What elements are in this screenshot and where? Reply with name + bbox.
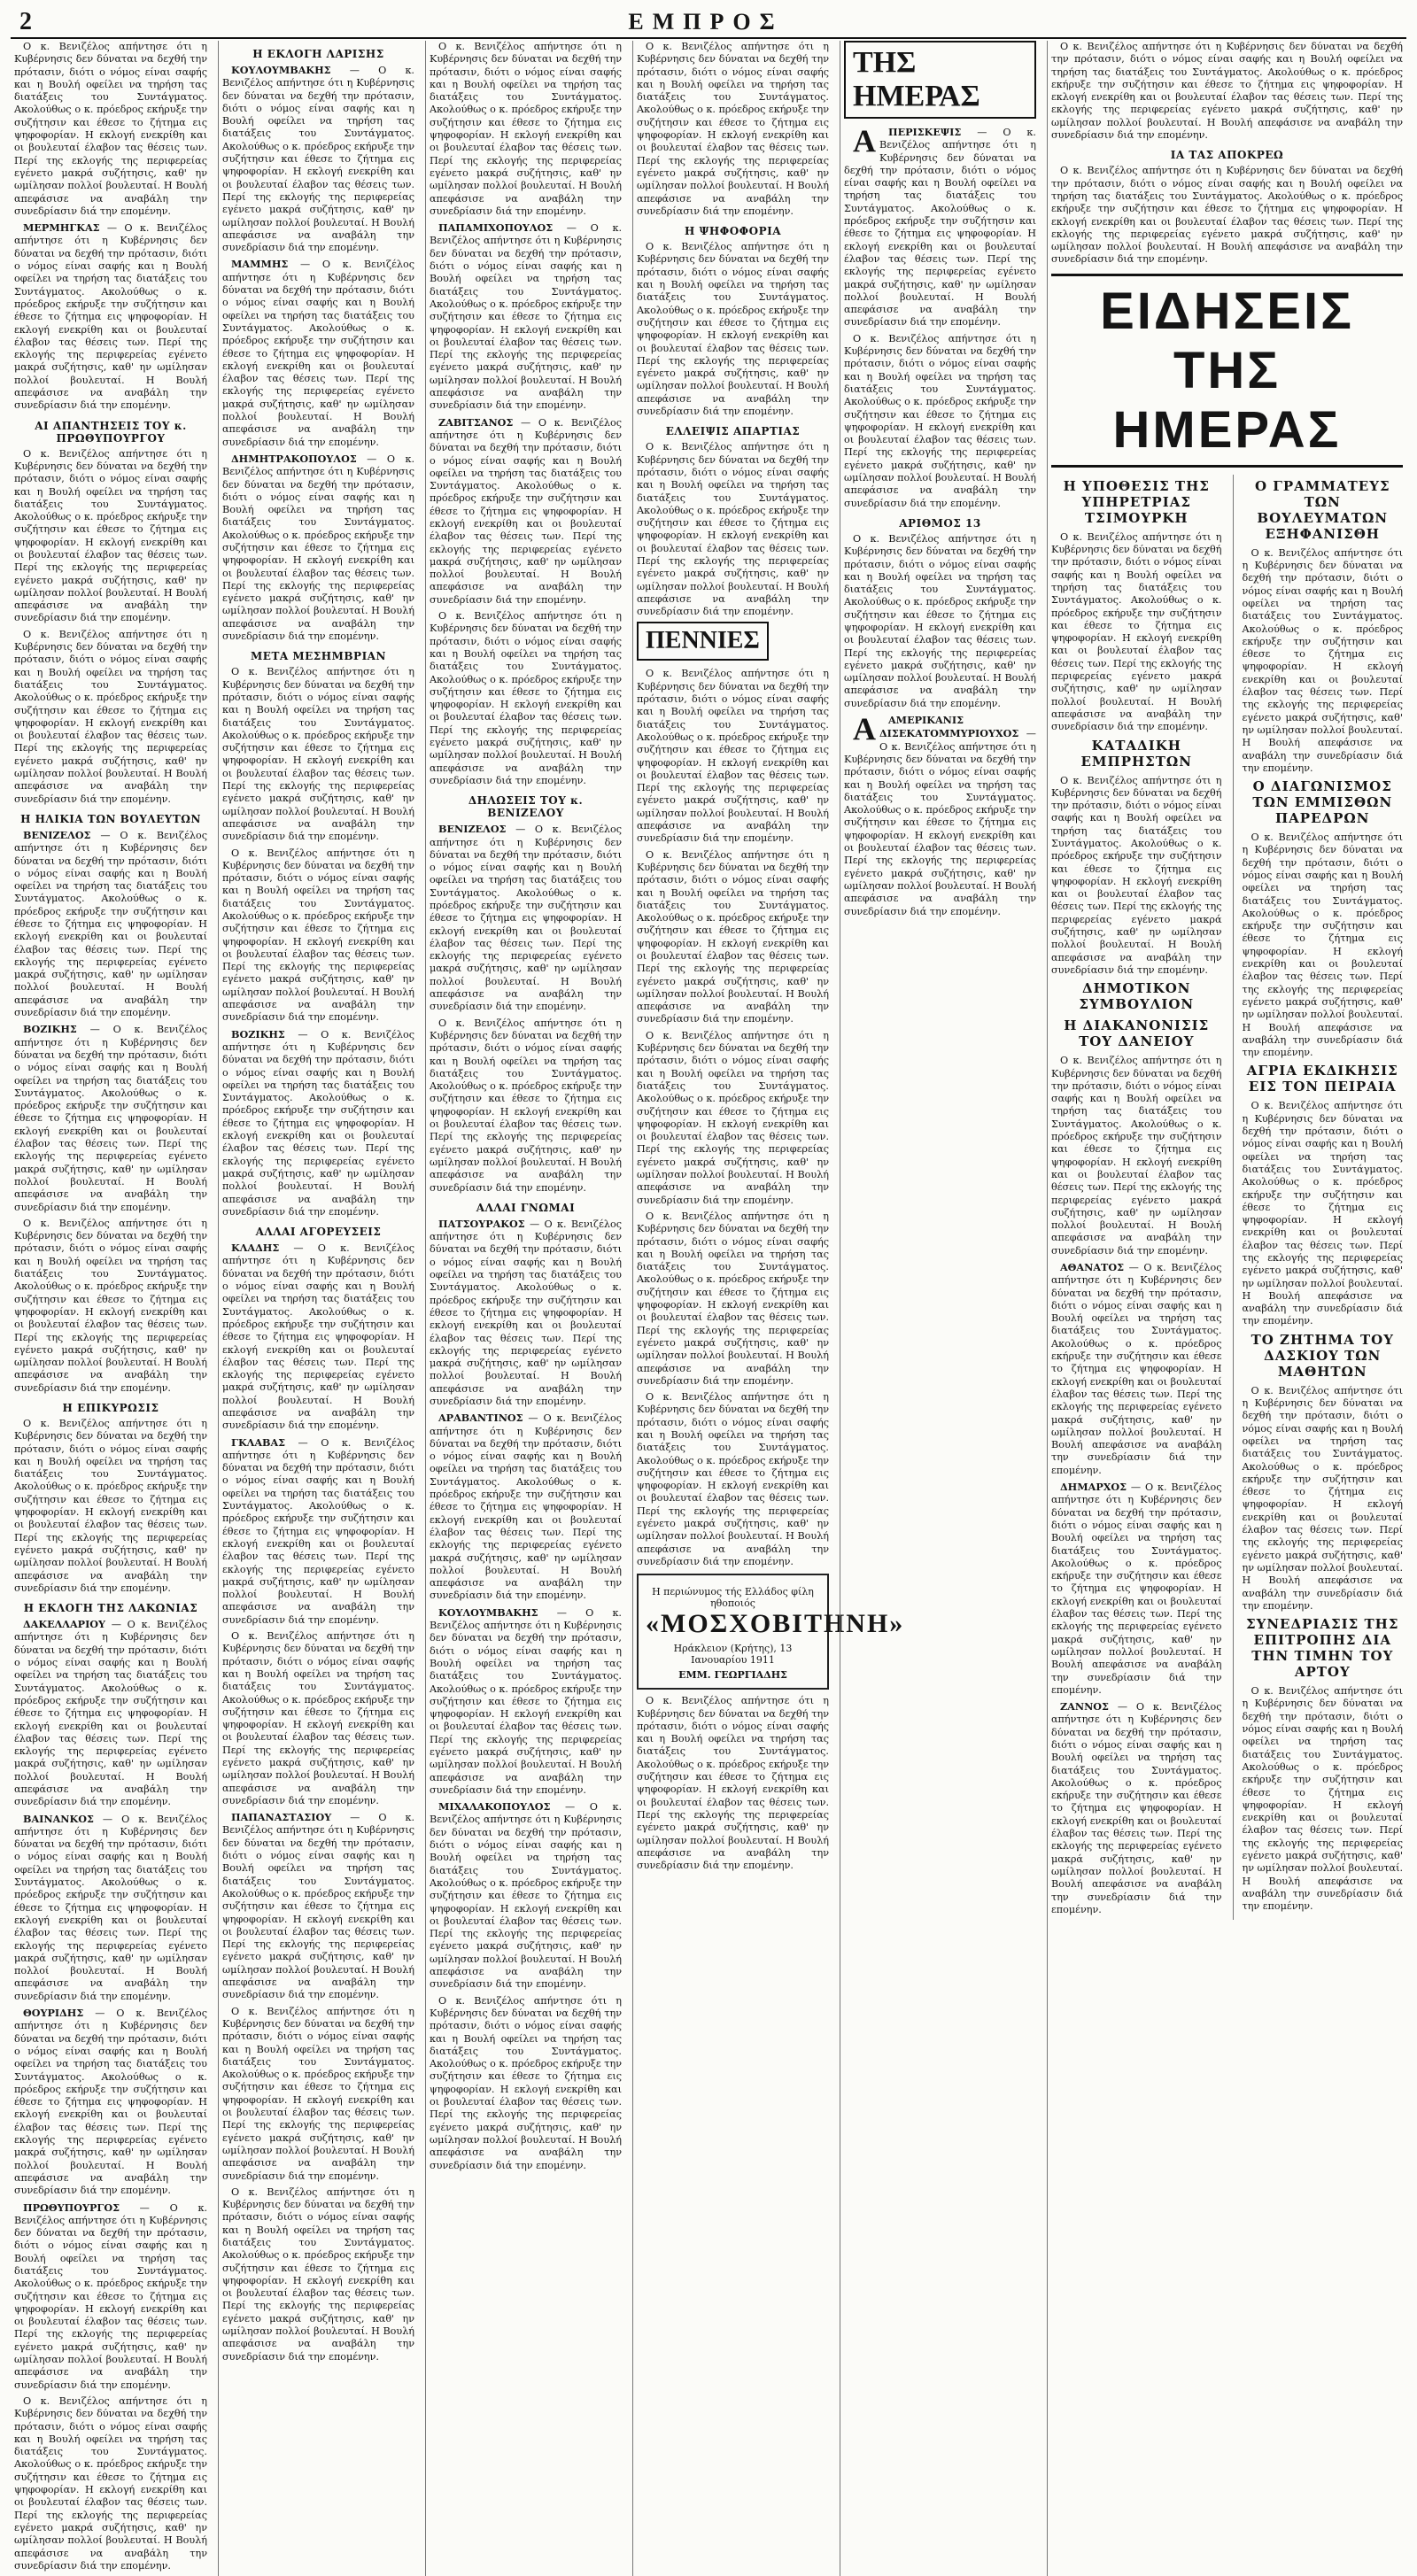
news-section [1047,41,1406,2576]
columns [11,41,1406,2572]
column-1 [11,41,211,2576]
speaker-paragraph: ΔΗΜΗΤΡΑΚΟΠΟΥΛΟΣ — Ο κ. Βενιζέλος απήντησε ότι η Κυβέρνησις δεν δύναται να δεχθή την πρότασιν, διότι ο νόμος είναι σαφής και η Βουλή οφείλει να τηρήση τας διατάξεις του Συντάγματος. Ακολούθως ο κ. πρόεδρος εκήρυξε την συζήτησιν και έθεσε το ζήτημα εις ψηφοφορίαν. Η εκλογή ενεκρίθη και οι βουλευταί έλαβον τας θέσεις των. Περί της εκλογής της περιφερείας εγένετο μακρά συζήτησις, καθ' ην ωμίλησαν πολλοί βουλευταί. Η Βουλή απεφάσισε να αναβάλη την συνεδρίασιν διά την επομένην. [222,452,414,643]
article-text: Ο κ. Βενιζέλος απήντησε ότι η Κυβέρνησις δεν δύναται να δεχθή την πρότασιν, διότι ο νόμος είναι σαφής και η Βουλή οφείλει να τηρήση τας διατάξεις του Συντάγματος. Ακολούθως ο κ. πρόεδρος εκήρυξε την συζήτησιν και έθεσε το ζήτημα εις ψηφοφορίαν. Η εκλογή ενεκρίθη και οι βουλευταί έλαβον τας θέσεις των. Περί της εκλογής της περιφερείας εγένετο μακρά συζήτησις, καθ' ην ωμίλησαν πολλοί βουλευταί. Η Βουλή απεφάσισε να αναβάλη την συνεδρίασιν διά την επομένην. [1051,530,1222,733]
section-heading: Η ΕΠΙΚΥΡΩΣΙΣ [62,1401,159,1414]
article-text: Ο κ. Βενιζέλος απήντησε ότι η Κυβέρνησις δεν δύναται να δεχθή την πρότασιν, διότι ο νόμος είναι σαφής και η Βουλή οφείλει να τηρήση τας διατάξεις του Συντάγματος. Ακολούθως ο κ. πρόεδρος εκήρυξε την συζήτησιν και έθεσε το ζήτημα εις ψηφοφορίαν. Η εκλογή ενεκρίθη και οι βουλευταί έλαβον τας θέσεις των. Περί της εκλογής της περιφερείας εγένετο μακρά συζήτησις, καθ' ην ωμίλησαν πολλοί βουλευταί. Η Βουλή απεφάσισε να αναβάλη την συνεδρίασιν διά την επομένην. [222,2005,414,2182]
speaker-paragraph: ΖΑΝΝΟΣ — Ο κ. Βενιζέλος απήντησε ότι η Κυβέρνησις δεν δύναται να δεχθή την πρότασιν, διότι ο νόμος είναι σαφής και η Βουλή οφείλει να τηρήση τας διατάξεις του Συντάγματος. Ακολούθως ο κ. πρόεδρος εκήρυξε την συζήτησιν και έθεσε το ζήτημα εις ψηφοφορίαν. Η εκλογή ενεκρίθη και οι βουλευταί έλαβον τας θέσεις των. Περί της εκλογής της περιφερείας εγένετο μακρά συζήτησις, καθ' ην ωμίλησαν πολλοί βουλευταί. Η Βουλή απεφάσισε να αναβάλη την συνεδρίασιν διά την επομένην. [1051,1700,1222,1915]
column-2 [218,41,418,2576]
column-5 [840,41,1040,2576]
article-text: Ο κ. Βενιζέλος απήντησε ότι η Κυβέρνησις δεν δύναται να δεχθή την πρότασιν, διότι ο νόμος είναι σαφής και η Βουλή οφείλει να τηρήση τας διατάξεις του Συντάγματος. Ακολούθως ο κ. πρόεδρος εκήρυξε την συζήτησιν και έθεσε το ζήτημα εις ψηφοφορίαν. Η εκλογή ενεκρίθη και οι βουλευταί έλαβον τας θέσεις των. Περί της εκλογής της περιφερείας εγένετο μακρά συζήτησις, καθ' ην ωμίλησαν πολλοί βουλευταί. Η Βουλή απεφάσισε να αναβάλη την συνεδρίασιν διά την επομένην. [430,1017,622,1194]
article-text: Ο κ. Βενιζέλος απήντησε ότι η Κυβέρνησις δεν δύναται να δεχθή την πρότασιν, διότι ο νόμος είναι σαφής και η Βουλή οφείλει να τηρήση τας διατάξεις του Συντάγματος. Ακολούθως ο κ. πρόεδρος εκήρυξε την συζήτησιν και έθεσε το ζήτημα εις ψηφοφορίαν. Η εκλογή ενεκρίθη και οι βουλευταί έλαβον τας θέσεις των. Περί της εκλογής της περιφερείας εγένετο μακρά συζήτησις, καθ' ην ωμίλησαν πολλοί βουλευταί. Η Βουλή απεφάσισε να αναβάλη την συνεδρίασιν διά την επομένην. [430,610,622,786]
column-3 [425,41,625,2576]
speaker-paragraph: ΜΑΜΜΗΣ — Ο κ. Βενιζέλος απήντησε ότι η Κυβέρνησις δεν δύναται να δεχθή την πρότασιν, διότι ο νόμος είναι σαφής και η Βουλή οφείλει να τηρήση τας διατάξεις του Συντάγματος. Ακολούθως ο κ. πρόεδρος εκήρυξε την συζήτησιν και έθεσε το ζήτημα εις ψηφοφορίαν. Η εκλογή ενεκρίθη και οι βουλευταί έλαβον τας θέσεις των. Περί της εκλογής της περιφερείας εγένετο μακρά συζήτησις, καθ' ην ωμίλησαν πολλοί βουλευταί. Η Βουλή απεφάσισε να αναβάλη την συνεδρίασιν διά την επομένην. [222,258,414,448]
article-text: Ο κ. Βενιζέλος απήντησε ότι η Κυβέρνησις δεν δύναται να δεχθή την πρότασιν, διότι ο νόμος είναι σαφής και η Βουλή οφείλει να τηρήση τας διατάξεις του Συντάγματος. Ακολούθως ο κ. πρόεδρος εκήρυξε την συζήτησιν και έθεσε το ζήτημα εις ψηφοφορίαν. Η εκλογή ενεκρίθη και οι βουλευταί έλαβον τας θέσεις των. Περί της εκλογής της περιφερείας εγένετο μακρά συζήτησις, καθ' ην ωμίλησαν πολλοί βουλευταί. Η Βουλή απεφάσισε να αναβάλη την συνεδρίασιν διά την επομένην. [430,41,622,217]
article-text: Ο κ. Βενιζέλος απήντησε ότι η Κυβέρνησις δεν δύναται να δεχθή την πρότασιν, διότι ο νόμος είναι σαφής και η Βουλή οφείλει να τηρήση τας διατάξεις του Συντάγματος. Ακολούθως ο κ. πρόεδρος εκήρυξε την συζήτησιν και έθεσε το ζήτημα εις ψηφοφορίαν. Η εκλογή ενεκρίθη και οι βουλευταί έλαβον τας θέσεις των. Περί της εκλογής της περιφερείας εγένετο μακρά συζήτησις, καθ' ην ωμίλησαν πολλοί βουλευταί. Η Βουλή απεφάσισε να αναβάλη την συνεδρίασιν διά την επομένην. [637,848,829,1025]
article-text: Α ΑΜΕΡΙΚΑΝΙΣ ΔΙΣΕΚΑΤΟΜΜΥΡΙΟΥΧΟΣ — Ο κ. Βενιζέλος απήντησε ότι η Κυβέρνησις δεν δύναται να δεχθή την πρότασιν, διότι ο νόμος είναι σαφής και η Βουλή οφείλει να τηρήση τας διατάξεις του Συντάγματος. Ακολούθως ο κ. πρόεδρος εκήρυξε την συζήτησιν και έθεσε το ζήτημα εις ψηφοφορίαν. Η εκλογή ενεκρίθη και οι βουλευταί έλαβον τας θέσεις των. Περί της εκλογής της περιφερείας εγένετο μακρά συζήτησις, καθ' ην ωμίλησαν πολλοί βουλευταί. Η Βουλή απεφάσισε να αναβάλη την συνεδρίασιν διά την επομένην. [844,711,1036,917]
article-text: Ο κ. Βενιζέλος απήντησε ότι η Κυβέρνησις δεν δύναται να δεχθή την πρότασιν, διότι ο νόμος είναι σαφής και η Βουλή οφείλει να τηρήση τας διατάξεις του Συντάγματος. Ακολούθως ο κ. πρόεδρος εκήρυξε την συζήτησιν και έθεσε το ζήτημα εις ψηφοφορίαν. Η εκλογή ενεκρίθη και οι βουλευταί έλαβον τας θέσεις των. Περί της εκλογής της περιφερείας εγένετο μακρά συζήτησις, καθ' ην ωμίλησαν πολλοί βουλευταί. Η Βουλή απεφάσισε να αναβάλη την συνεδρίασιν διά την επομένην. [1051,1055,1222,1257]
speaker-paragraph: ΘΟΥΡΙΔΗΣ — Ο κ. Βενιζέλος απήντησε ότι η Κυβέρνησις δεν δύναται να δεχθή την πρότασιν, διότι ο νόμος είναι σαφής και η Βουλή οφείλει να τηρήση τας διατάξεις του Συντάγματος. Ακολούθως ο κ. πρόεδρος εκήρυξε την συζήτησιν και έθεσε το ζήτημα εις ψηφοφορίαν. Η εκλογή ενεκρίθη και οι βουλευταί έλαβον τας θέσεις των. Περί της εκλογής της περιφερείας εγένετο μακρά συζήτησις, καθ' ην ωμίλησαν πολλοί βουλευταί. Η Βουλή απεφάσισε να αναβάλη την συνεδρίασιν διά την επομένην. [14,2007,207,2197]
ad-title: «ΜΟΣΧΟΒΙΤΗΝΗ» [646,1609,905,1639]
speaker-paragraph: ΚΟΥΛΟΥΜΒΑΚΗΣ — Ο κ. Βενιζέλος απήντησε ότι η Κυβέρνησις δεν δύναται να δεχθή την πρότασιν, διότι ο νόμος είναι σαφής και η Βουλή οφείλει να τηρήση τας διατάξεις του Συντάγματος. Ακολούθως ο κ. πρόεδρος εκήρυξε την συζήτησιν και έθεσε το ζήτημα εις ψηφοφορίαν. Η εκλογή ενεκρίθη και οι βουλευταί έλαβον τας θέσεις των. Περί της εκλογής της περιφερείας εγένετο μακρά συζήτησις, καθ' ην ωμίλησαν πολλοί βουλευταί. Η Βουλή απεφάσισε να αναβάλη την συνεδρίασιν διά την επομένην. [430,1605,622,1796]
speaker-paragraph: ΠΑΤΣΟΥΡΑΚΟΣ — Ο κ. Βενιζέλος απήντησε ότι η Κυβέρνησις δεν δύναται να δεχθή την πρότασιν, διότι ο νόμος είναι σαφής και η Βουλή οφείλει να τηρήση τας διατάξεις του Συντάγματος. Ακολούθως ο κ. πρόεδρος εκήρυξε την συζήτησιν και έθεσε το ζήτημα εις ψηφοφορίαν. Η εκλογή ενεκρίθη και οι βουλευταί έλαβον τας θέσεις των. Περί της εκλογής της περιφερείας εγένετο μακρά συζήτησις, καθ' ην ωμίλησαν πολλοί βουλευταί. Η Βουλή απεφάσισε να αναβάλη την συνεδρίασιν διά την επομένην. [430,1217,622,1407]
article-text: Ο κ. Βενιζέλος απήντησε ότι η Κυβέρνησις δεν δύναται να δεχθή την πρότασιν, διότι ο νόμος είναι σαφής και η Βουλή οφείλει να τηρήση τας διατάξεις του Συντάγματος. Ακολούθως ο κ. πρόεδρος εκήρυξε την συζήτησιν και έθεσε το ζήτημα εις ψηφοφορίαν. Η εκλογή ενεκρίθη και οι βουλευταί έλαβον τας θέσεις των. Περί της εκλογής της περιφερείας εγένετο μακρά συζήτησις, καθ' ην ωμίλησαν πολλοί βουλευταί. Η Βουλή απεφάσισε να αναβάλη την συνεδρίασιν διά την επομένην. [1051,165,1403,266]
speaker-paragraph: ΔΗΜΑΡΧΟΣ — Ο κ. Βενιζέλος απήντησε ότι η Κυβέρνησις δεν δύναται να δεχθή την πρότασιν, διότι ο νόμος είναι σαφής και η Βουλή οφείλει να τηρήση τας διατάξεις του Συντάγματος. Ακολούθως ο κ. πρόεδρος εκήρυξε την συζήτησιν και έθεσε το ζήτημα εις ψηφοφορίαν. Η εκλογή ενεκρίθη και οι βουλευταί έλαβον τας θέσεις των. Περί της εκλογής της περιφερείας εγένετο μακρά συζήτησις, καθ' ην ωμίλησαν πολλοί βουλευταί. Η Βουλή απεφάσισε να αναβάλη την συνεδρίασιν διά την επομένην. [1051,1481,1222,1696]
article-text: Ο κ. Βενιζέλος απήντησε ότι η Κυβέρνησις δεν δύναται να δεχθή την πρότασιν, διότι ο νόμος είναι σαφής και η Βουλή οφείλει να τηρήση τας διατάξεις του Συντάγματος. Ακολούθως ο κ. πρόεδρος εκήρυξε την συζήτησιν και έθεσε το ζήτημα εις ψηφοφορίαν. Η εκλογή ενεκρίθη και οι βουλευταί έλαβον τας θέσεις των. Περί της εκλογής της περιφερείας εγένετο μακρά συζήτησις, καθ' ην ωμίλησαν πολλοί βουλευταί. Η Βουλή απεφάσισε να αναβάλη την συνεδρίασιν διά την επομένην. [430,1994,622,2171]
speaker-name: ΜΕΡΜΗΓΚΑΣ [23,221,100,235]
page-number: 2 [19,8,32,35]
news-heading: Ο ΓΡΑΜΜΑΤΕΥΣ ΤΩΝ ΒΟΥΛΕΥΜΑΤΩΝ ΕΞΗΦΑΝΙΣΘΗ [1254,477,1390,542]
ad-signature: ΕΜΜ. ΓΕΩΡΓΙΑΔΗΣ [678,1669,787,1682]
section-heading: ΑΡΙΘΜΟΣ 13 [899,516,981,530]
news-subcolumns [1051,475,1403,1920]
speaker-paragraph: ΠΑΠΑΝΑΣΤΑΣΙΟΥ — Ο κ. Βενιζέλος απήντησε ότι η Κυβέρνησις δεν δύναται να δεχθή την πρότασιν, διότι ο νόμος είναι σαφής και η Βουλή οφείλει να τηρήση τας διατάξεις του Συντάγματος. Ακολούθως ο κ. πρόεδρος εκήρυξε την συζήτησιν και έθεσε το ζήτημα εις ψηφοφορίαν. Η εκλογή ενεκρίθη και οι βουλευταί έλαβον τας θέσεις των. Περί της εκλογής της περιφερείας εγένετο μακρά συζήτησις, καθ' ην ωμίλησαν πολλοί βουλευταί. Η Βουλή απεφάσισε να αναβάλη την συνεδρίασιν διά την επομένην. [222,1811,414,2001]
article-text: Ο κ. Βενιζέλος απήντησε ότι η Κυβέρνησις δεν δύναται να δεχθή την πρότασιν, διότι ο νόμος είναι σαφής και η Βουλή οφείλει να τηρήση τας διατάξεις του Συντάγματος. Ακολούθως ο κ. πρόεδρος εκήρυξε την συζήτησιν και έθεσε το ζήτημα εις ψηφοφορίαν. Η εκλογή ενεκρίθη και οι βουλευταί έλαβον τας θέσεις των. Περί της εκλογής της περιφερείας εγένετο μακρά συζήτησις, καθ' ην ωμίλησαν πολλοί βουλευταί. Η Βουλή απεφάσισε να αναβάλη την συνεδρίασιν διά την επομένην. [14,2394,207,2572]
article-text: Ο κ. Βενιζέλος απήντησε ότι η Κυβέρνησις δεν δύναται να δεχθή την πρότασιν, διότι ο νόμος είναι σαφής και η Βουλή οφείλει να τηρήση τας διατάξεις του Συντάγματος. Ακολούθως ο κ. πρόεδρος εκήρυξε την συζήτησιν και έθεσε το ζήτημα εις ψηφοφορίαν. Η εκλογή ενεκρίθη και οι βουλευταί έλαβον τας θέσεις των. Περί της εκλογής της περιφερείας εγένετο μακρά συζήτησις, καθ' ην ωμίλησαν πολλοί βουλευταί. Η Βουλή απεφάσισε να αναβάλη την συνεδρίασιν διά την επομένην. [637,241,829,418]
article-text: Ο κ. Βενιζέλος απήντησε ότι η Κυβέρνησις δεν δύναται να δεχθή την πρότασιν, διότι ο νόμος είναι σαφής και η Βουλή οφείλει να τηρήση τας διατάξεις του Συντάγματος. Ακολούθως ο κ. πρόεδρος εκήρυξε την συζήτησιν και έθεσε το ζήτημα εις ψηφοφορίαν. Η εκλογή ενεκρίθη και οι βουλευταί έλαβον τας θέσεις των. Περί της εκλογής της περιφερείας εγένετο μακρά συζήτησις, καθ' ην ωμίλησαν πολλοί βουλευταί. Η Βουλή απεφάσισε να αναβάλη την συνεδρίασιν διά την επομένην. [637,41,829,217]
news-right-column [1233,475,1404,1920]
article-text: Ο κ. Βενιζέλος απήντησε ότι η Κυβέρνησις δεν δύναται να δεχθή την πρότασιν, διότι ο νόμος είναι σαφής και η Βουλή οφείλει να τηρήση τας διατάξεις του Συντάγματος. Ακολούθως ο κ. πρόεδρος εκήρυξε την συζήτησιν και έθεσε το ζήτημα εις ψηφοφορίαν. Η εκλογή ενεκρίθη και οι βουλευταί έλαβον τας θέσεις των. Περί της εκλογής της περιφερείας εγένετο μακρά συζήτησις, καθ' ην ωμίλησαν πολλοί βουλευταί. Η Βουλή απεφάσισε να αναβάλη την συνεδρίασιν διά την επομένην. [14,628,207,805]
article-text: Ο κ. Βενιζέλος απήντησε ότι η Κυβέρνησις δεν δύναται να δεχθή την πρότασιν, διότι ο νόμος είναι σαφής και η Βουλή οφείλει να τηρήση τας διατάξεις του Συντάγματος. Ακολούθως ο κ. πρόεδρος εκήρυξε την συζήτησιν και έθεσε το ζήτημα εις ψηφοφορίαν. Η εκλογή ενεκρίθη και οι βουλευταί έλαβον τας θέσεις των. Περί της εκλογής της περιφερείας εγένετο μακρά συζήτησις, καθ' ην ωμίλησαν πολλοί βουλευταί. Η Βουλή απεφάσισε να αναβάλη την συνεδρίασιν διά την επομένην. [1242,832,1404,1059]
article-text: Ο κ. Βενιζέλος απήντησε ότι η Κυβέρνησις δεν δύναται να δεχθή την πρότασιν, διότι ο νόμος είναι σαφής και η Βουλή οφείλει να τηρήση τας διατάξεις του Συντάγματος. Ακολούθως ο κ. πρόεδρος εκήρυξε την συζήτησιν και έθεσε το ζήτημα εις ψηφοφορίαν. Η εκλογή ενεκρίθη και οι βουλευταί έλαβον τας θέσεις των. Περί της εκλογής της περιφερείας εγένετο μακρά συζήτησις, καθ' ην ωμίλησαν πολλοί βουλευταί. Η Βουλή απεφάσισε να αναβάλη την συνεδρίασιν διά την επομένην. [1242,546,1404,774]
article-text: Ο κ. Βενιζέλος απήντησε ότι η Κυβέρνησις δεν δύναται να δεχθή την πρότασιν, διότι ο νόμος είναι σαφής και η Βουλή οφείλει να τηρήση τας διατάξεις του Συντάγματος. Ακολούθως ο κ. πρόεδρος εκήρυξε την συζήτησιν και έθεσε το ζήτημα εις ψηφοφορίαν. Η εκλογή ενεκρίθη και οι βουλευταί έλαβον τας θέσεις των. Περί της εκλογής της περιφερείας εγένετο μακρά συζήτησις, καθ' ην ωμίλησαν πολλοί βουλευταί. Η Βουλή απεφάσισε να αναβάλη την συνεδρίασιν διά την επομένην. [14,447,207,624]
news-heading: ΚΑΤΑΔΙΚΗ ΕΜΠΡΗΣΤΩΝ [1080,737,1192,770]
section-heading: ΑΛΛΑΙ ΑΓΟΡΕΥΣΕΙΣ [255,1226,382,1239]
section-heading: Η ΨΗΦΟΦΟΡΙΑ [684,225,782,238]
article-text: Ο κ. Βενιζέλος απήντησε ότι η Κυβέρνησις δεν δύναται να δεχθή την πρότασιν, διότι ο νόμος είναι σαφής και η Βουλή οφείλει να τηρήση τας διατάξεις του Συντάγματος. Ακολούθως ο κ. πρόεδρος εκήρυξε την συζήτησιν και έθεσε το ζήτημα εις ψηφοφορίαν. Η εκλογή ενεκρίθη και οι βουλευταί έλαβον τας θέσεις των. Περί της εκλογής της περιφερείας εγένετο μακρά συζήτησις, καθ' ην ωμίλησαν πολλοί βουλευταί. Η Βουλή απεφάσισε να αναβάλη την συνεδρίασιν διά την επομένην. [1242,1100,1404,1327]
article-text: Ο κ. Βενιζέλος απήντησε ότι η Κυβέρνησις δεν δύναται να δεχθή την πρότασιν, διότι ο νόμος είναι σαφής και η Βουλή οφείλει να τηρήση τας διατάξεις του Συντάγματος. Ακολούθως ο κ. πρόεδρος εκήρυξε την συζήτησιν και έθεσε το ζήτημα εις ψηφοφορίαν. Η εκλογή ενεκρίθη και οι βουλευταί έλαβον τας θέσεις των. Περί της εκλογής της περιφερείας εγένετο μακρά συζήτησις, καθ' ην ωμίλησαν πολλοί βουλευταί. Η Βουλή απεφάσισε να αναβάλη την συνεδρίασιν διά την επομένην. [14,41,207,217]
news-left-column [1051,475,1222,1920]
speaker-paragraph: ΜΕΡΜΗΓΚΑΣ — Ο κ. Βενιζέλος απήντησε ότι η Κυβέρνησις δεν δύναται να δεχθή την πρότασιν, διότι ο νόμος είναι σαφής και η Βουλή οφείλει να τηρήση τας διατάξεις του Συντάγματος. Ακολούθως ο κ. πρόεδρος εκήρυξε την συζήτησιν και έθεσε το ζήτημα εις ψηφοφορίαν. Η εκλογή ενεκρίθη και οι βουλευταί έλαβον τας θέσεις των. Περί της εκλογής της περιφερείας εγένετο μακρά συζήτησις, καθ' ην ωμίλησαν πολλοί βουλευταί. Η Βουλή απεφάσισε να αναβάλη την συνεδρίασιν διά την επομένην. [14,221,207,412]
column-title: ΤΗΣ ΗΜΕΡΑΣ [844,41,1036,119]
news-heading: ΣΥΝΕΔΡΙΑΣΙΣ ΤΗΣ ΕΠΙΤΡΟΠΗΣ ΔΙΑ ΤΗΝ ΤΙΜΗΝ ΤΟΥ ΑΡΤΟΥ [1246,1616,1399,1681]
section-heading: Η ΕΚΛΟΓΗ ΤΗΣ ΛΑΚΩΝΙΑΣ [23,1602,198,1615]
speaker-paragraph: ΑΡΑΒΑΝΤΙΝΟΣ — Ο κ. Βενιζέλος απήντησε ότι η Κυβέρνησις δεν δύναται να δεχθή την πρότασιν, διότι ο νόμος είναι σαφής και η Βουλή οφείλει να τηρήση τας διατάξεις του Συντάγματος. Ακολούθως ο κ. πρόεδρος εκήρυξε την συζήτησιν και έθεσε το ζήτημα εις ψηφοφορίαν. Η εκλογή ενεκρίθη και οι βουλευταί έλαβον τας θέσεις των. Περί της εκλογής της περιφερείας εγένετο μακρά συζήτησις, καθ' ην ωμίλησαν πολλοί βουλευταί. Η Βουλή απεφάσισε να αναβάλη την συνεδρίασιν διά την επομένην. [430,1412,622,1602]
article-text: Ο κ. Βενιζέλος απήντησε ότι η Κυβέρνησις δεν δύναται να δεχθή την πρότασιν, διότι ο νόμος είναι σαφής και η Βουλή οφείλει να τηρήση τας διατάξεις του Συντάγματος. Ακολούθως ο κ. πρόεδρος εκήρυξε την συζήτησιν και έθεσε το ζήτημα εις ψηφοφορίαν. Η εκλογή ενεκρίθη και οι βουλευταί έλαβον τας θέσεις των. Περί της εκλογής της περιφερείας εγένετο μακρά συζήτησις, καθ' ην ωμίλησαν πολλοί βουλευταί. Η Βουλή απεφάσισε να αναβάλη την συνεδρίασιν διά την επομένην. [222,2185,414,2363]
article-text: Ο κ. Βενιζέλος απήντησε ότι η Κυβέρνησις δεν δύναται να δεχθή την πρότασιν, διότι ο νόμος είναι σαφής και η Βουλή οφείλει να τηρήση τας διατάξεις του Συντάγματος. Ακολούθως ο κ. πρόεδρος εκήρυξε την συζήτησιν και έθεσε το ζήτημα εις ψηφοφορίαν. Η εκλογή ενεκρίθη και οι βουλευταί έλαβον τας θέσεις των. Περί της εκλογής της περιφερείας εγένετο μακρά συζήτησις, καθ' ην ωμίλησαν πολλοί βουλευταί. Η Βουλή απεφάσισε να αναβάλη την συνεδρίασιν διά την επομένην. [222,1630,414,1806]
speaker-paragraph: ΜΙΧΑΛΑΚΟΠΟΥΛΟΣ — Ο κ. Βενιζέλος απήντησε ότι η Κυβέρνησις δεν δύναται να δεχθή την πρότασιν, διότι ο νόμος είναι σαφής και η Βουλή οφείλει να τηρήση τας διατάξεις του Συντάγματος. Ακολούθως ο κ. πρόεδρος εκήρυξε την συζήτησιν και έθεσε το ζήτημα εις ψηφοφορίαν. Η εκλογή ενεκρίθη και οι βουλευταί έλαβον τας θέσεις των. Περί της εκλογής της περιφερείας εγένετο μακρά συζήτησις, καθ' ην ωμίλησαν πολλοί βουλευταί. Η Βουλή απεφάσισε να αναβάλη την συνεδρίασιν διά την επομένην. [430,1800,622,1991]
article-text: Ο κ. Βενιζέλος απήντησε ότι η Κυβέρνησις δεν δύναται να δεχθή την πρότασιν, διότι ο νόμος είναι σαφής και η Βουλή οφείλει να τηρήση τας διατάξεις του Συντάγματος. Ακολούθως ο κ. πρόεδρος εκήρυξε την συζήτησιν και έθεσε το ζήτημα εις ψηφοφορίαν. Η εκλογή ενεκρίθη και οι βουλευταί έλαβον τας θέσεις των. Περί της εκλογής της περιφερείας εγένετο μακρά συζήτησις, καθ' ην ωμίλησαν πολλοί βουλευταί. Η Βουλή απεφάσισε να αναβάλη την συνεδρίασιν διά την επομένην. [222,847,414,1024]
speaker-paragraph: ΒΕΝΙΖΕΛΟΣ — Ο κ. Βενιζέλος απήντησε ότι η Κυβέρνησις δεν δύναται να δεχθή την πρότασιν, διότι ο νόμος είναι σαφής και η Βουλή οφείλει να τηρήση τας διατάξεις του Συντάγματος. Ακολούθως ο κ. πρόεδρος εκήρυξε την συζήτησιν και έθεσε το ζήτημα εις ψηφοφορίαν. Η εκλογή ενεκρίθη και οι βουλευταί έλαβον τας θέσεις των. Περί της εκλογής της περιφερείας εγένετο μακρά συζήτησις, καθ' ην ωμίλησαν πολλοί βουλευταί. Η Βουλή απεφάσισε να αναβάλη την συνεδρίασιν διά την επομένην. [14,828,207,1019]
section-heading: Η ΗΛΙΚΙΑ ΤΩΝ ΒΟΥΛΕΥΤΩΝ [20,812,201,825]
news-heading: ΔΗΜΟΤΙΚΟΝ ΣΥΜΒΟΥΛΙΟΝ [1079,980,1195,1013]
article-text: Ο κ. Βενιζέλος απήντησε ότι η Κυβέρνησις δεν δύναται να δεχθή την πρότασιν, διότι ο νόμος είναι σαφής και η Βουλή οφείλει να τηρήση τας διατάξεις του Συντάγματος. Ακολούθως ο κ. πρόεδρος εκήρυξε την συζήτησιν και έθεσε το ζήτημα εις ψηφοφορίαν. Η εκλογή ενεκρίθη και οι βουλευταί έλαβον τας θέσεις των. Περί της εκλογής της περιφερείας εγένετο μακρά συζήτησις, καθ' ην ωμίλησαν πολλοί βουλευταί. Η Βουλή απεφάσισε να αναβάλη την συνεδρίασιν διά την επομένην. [637,1695,829,1872]
article-text: Ο κ. Βενιζέλος απήντησε ότι η Κυβέρνησις δεν δύναται να δεχθή την πρότασιν, διότι ο νόμος είναι σαφής και η Βουλή οφείλει να τηρήση τας διατάξεις του Συντάγματος. Ακολούθως ο κ. πρόεδρος εκήρυξε την συζήτησιν και έθεσε το ζήτημα εις ψηφοφορίαν. Η εκλογή ενεκρίθη και οι βουλευταί έλαβον τας θέσεις των. Περί της εκλογής της περιφερείας εγένετο μακρά συζήτησις, καθ' ην ωμίλησαν πολλοί βουλευταί. Η Βουλή απεφάσισε να αναβάλη την συνεδρίασιν διά την επομένην. [844,532,1036,709]
article-text: Ο κ. Βενιζέλος απήντησε ότι η Κυβέρνησις δεν δύναται να δεχθή την πρότασιν, διότι ο νόμος είναι σαφής και η Βουλή οφείλει να τηρήση τας διατάξεις του Συντάγματος. Ακολούθως ο κ. πρόεδρος εκήρυξε την συζήτησιν και έθεσε το ζήτημα εις ψηφοφορίαν. Η εκλογή ενεκρίθη και οι βουλευταί έλαβον τας θέσεις των. Περί της εκλογής της περιφερείας εγένετο μακρά συζήτησις, καθ' ην ωμίλησαν πολλοί βουλευταί. Η Βουλή απεφάσισε να αναβάλη την συνεδρίασιν διά την επομένην. [637,441,829,618]
section-heading: ΕΛΛΕΙΨΙΣ ΑΠΑΡΤΙΑΣ [665,425,801,438]
ad-line: Η περιώνυμος τής Ελλάδος φίλη ηθοποιός [652,1586,814,1610]
speaker-paragraph: ΚΟΥΛΟΥΜΒΑΚΗΣ — Ο κ. Βενιζέλος απήντησε ότι η Κυβέρνησις δεν δύναται να δεχθή την πρότασιν, διότι ο νόμος είναι σαφής και η Βουλή οφείλει να τηρήση τας διατάξεις του Συντάγματος. Ακολούθως ο κ. πρόεδρος εκήρυξε την συζήτησιν και έθεσε το ζήτημα εις ψηφοφορίαν. Η εκλογή ενεκρίθη και οι βουλευταί έλαβον τας θέσεις των. Περί της εκλογής της περιφερείας εγένετο μακρά συζήτησις, καθ' ην ωμίλησαν πολλοί βουλευταί. Η Βουλή απεφάσισε να αναβάλη την συνεδρίασιν διά την επομένην. [222,64,414,254]
article-text: Ο κ. Βενιζέλος απήντησε ότι η Κυβέρνησις δεν δύναται να δεχθή την πρότασιν, διότι ο νόμος είναι σαφής και η Βουλή οφείλει να τηρήση τας διατάξεις του Συντάγματος. Ακολούθως ο κ. πρόεδρος εκήρυξε την συζήτησιν και έθεσε το ζήτημα εις ψηφοφορίαν. Η εκλογή ενεκρίθη και οι βουλευταί έλαβον τας θέσεις των. Περί της εκλογής της περιφερείας εγένετο μακρά συζήτησις, καθ' ην ωμίλησαν πολλοί βουλευταί. Η Βουλή απεφάσισε να αναβάλη την συνεδρίασιν διά την επομένην. [637,668,829,845]
section-heading: ΔΗΛΩΣΕΙΣ ΤΟΥ κ. ΒΕΝΙΖΕΛΟΥ [468,794,584,820]
paper-name: ΕΜΠΡΟΣ [628,9,784,35]
speaker-paragraph: ΓΚΛΑΒΑΣ — Ο κ. Βενιζέλος απήντησε ότι η Κυβέρνησις δεν δύναται να δεχθή την πρότασιν, διότι ο νόμος είναι σαφής και η Βουλή οφείλει να τηρήση τας διατάξεις του Συντάγματος. Ακολούθως ο κ. πρόεδρος εκήρυξε την συζήτησιν και έθεσε το ζήτημα εις ψηφοφορίαν. Η εκλογή ενεκρίθη και οι βουλευταί έλαβον τας θέσεις των. Περί της εκλογής της περιφερείας εγένετο μακρά συζήτησις, καθ' ην ωμίλησαν πολλοί βουλευταί. Η Βουλή απεφάσισε να αναβάλη την συνεδρίασιν διά την επομένην. [222,1435,414,1626]
article-text: Ο κ. Βενιζέλος απήντησε ότι η Κυβέρνησις δεν δύναται να δεχθή την πρότασιν, διότι ο νόμος είναι σαφής και η Βουλή οφείλει να τηρήση τας διατάξεις του Συντάγματος. Ακολούθως ο κ. πρόεδρος εκήρυξε την συζήτησιν και έθεσε το ζήτημα εις ψηφοφορίαν. Η εκλογή ενεκρίθη και οι βουλευταί έλαβον τας θέσεις των. Περί της εκλογής της περιφερείας εγένετο μακρά συζήτησις, καθ' ην ωμίλησαν πολλοί βουλευταί. Η Βουλή απεφάσισε να αναβάλη την συνεδρίασιν διά την επομένην. [637,1029,829,1206]
news-heading: Η ΔΙΑΚΑΝΟΝΙΣΙΣ ΤΟΥ ΔΑΝΕΙΟΥ [1064,1017,1210,1050]
section-heading: ΑΙ ΑΠΑΝΤΗΣΕΙΣ ΤΟΥ κ. ΠΡΩΘΥΠΟΥΡΓΟΥ [35,419,187,445]
speaker-paragraph: ΒΟΖΙΚΗΣ — Ο κ. Βενιζέλος απήντησε ότι η Κυβέρνησις δεν δύναται να δεχθή την πρότασιν, διότι ο νόμος είναι σαφής και η Βουλή οφείλει να τηρήση τας διατάξεις του Συντάγματος. Ακολούθως ο κ. πρόεδρος εκήρυξε την συζήτησιν και έθεσε το ζήτημα εις ψηφοφορίαν. Η εκλογή ενεκρίθη και οι βουλευταί έλαβον τας θέσεις των. Περί της εκλογής της περιφερείας εγένετο μακρά συζήτησις, καθ' ην ωμίλησαν πολλοί βουλευταί. Η Βουλή απεφάσισε να αναβάλη την συνεδρίασιν διά την επομένην. [222,1027,414,1218]
section-heading: ΙΑ ΤΑΣ ΑΠΟΚΡΕΩ [1170,149,1284,162]
advertisement [637,1574,905,1690]
article-text: Α ΠΕΡΙΣΚΕΨΙΣ — Ο κ. Βενιζέλος απήντησε ότι η Κυβέρνησις δεν δύναται να δεχθή την πρότασιν, διότι ο νόμος είναι σαφής και η Βουλή οφείλει να τηρήση τας διατάξεις του Συντάγματος. Ακολούθως ο κ. πρόεδρος εκήρυξε την συζήτησιν και έθεσε το ζήτημα εις ψηφοφορίαν. Η εκλογή ενεκρίθη και οι βουλευταί έλαβον τας θέσεις των. Περί της εκλογής της περιφερείας εγένετο μακρά συζήτησις, καθ' ην ωμίλησαν πολλοί βουλευταί. Η Βουλή απεφάσισε να αναβάλη την συνεδρίασιν διά την επομένην. [844,123,1036,329]
speaker-paragraph: ΖΑΒΙΤΣΑΝΟΣ — Ο κ. Βενιζέλος απήντησε ότι η Κυβέρνησις δεν δύναται να δεχθή την πρότασιν, διότι ο νόμος είναι σαφής και η Βουλή οφείλει να τηρήση τας διατάξεις του Συντάγματος. Ακολούθως ο κ. πρόεδρος εκήρυξε την συζήτησιν και έθεσε το ζήτημα εις ψηφοφορίαν. Η εκλογή ενεκρίθη και οι βουλευταί έλαβον τας θέσεις των. Περί της εκλογής της περιφερείας εγένετο μακρά συζήτησις, καθ' ην ωμίλησαν πολλοί βουλευταί. Η Βουλή απεφάσισε να αναβάλη την συνεδρίασιν διά την επομένην. [430,415,622,606]
news-banner: ΕΙΔΗΣΕΙΣ ΤΗΣ ΗΜΕΡΑΣ [1051,274,1403,468]
section-heading: ΑΛΛΑΙ ΓΝΩΜΑΙ [476,1201,576,1214]
article-text: Ο κ. Βενιζέλος απήντησε ότι η Κυβέρνησις δεν δύναται να δεχθή την πρότασιν, διότι ο νόμος είναι σαφής και η Βουλή οφείλει να τηρήση τας διατάξεις του Συντάγματος. Ακολούθως ο κ. πρόεδρος εκήρυξε την συζήτησιν και έθεσε το ζήτημα εις ψηφοφορίαν. Η εκλογή ενεκρίθη και οι βουλευταί έλαβον τας θέσεις των. Περί της εκλογής της περιφερείας εγένετο μακρά συζήτησις, καθ' ην ωμίλησαν πολλοί βουλευταί. Η Βουλή απεφάσισε να αναβάλη την συνεδρίασιν διά την επομένην. [1242,1384,1404,1612]
speaker-paragraph: ΑΘΑΝΑΤΟΣ — Ο κ. Βενιζέλος απήντησε ότι η Κυβέρνησις δεν δύναται να δεχθή την πρότασιν, διότι ο νόμος είναι σαφής και η Βουλή οφείλει να τηρήση τας διατάξεις του Συντάγματος. Ακολούθως ο κ. πρόεδρος εκήρυξε την συζήτησιν και έθεσε το ζήτημα εις ψηφοφορίαν. Η εκλογή ενεκρίθη και οι βουλευταί έλαβον τας θέσεις των. Περί της εκλογής της περιφερείας εγένετο μακρά συζήτησις, καθ' ην ωμίλησαν πολλοί βουλευταί. Η Βουλή απεφάσισε να αναβάλη την συνεδρίασιν διά την επομένην. [1051,1261,1222,1476]
news-heading: ΤΟ ΖΗΤΗΜΑ ΤΟΥ ΔΑΣΚΙΟΥ ΤΩΝ ΜΑΘΗΤΩΝ [1251,1331,1394,1380]
news-heading: ΑΓΡΙΑ ΕΚΔΙΚΗΣΙΣ ΕΙΣ ΤΟΝ ΠΕΙΡΑΙΑ [1246,1063,1398,1095]
speaker-paragraph: ΒΑΙΝΑΝΚΟΣ — Ο κ. Βενιζέλος απήντησε ότι η Κυβέρνησις δεν δύναται να δεχθή την πρότασιν, διότι ο νόμος είναι σαφής και η Βουλή οφείλει να τηρήση τας διατάξεις του Συντάγματος. Ακολούθως ο κ. πρόεδρος εκήρυξε την συζήτησιν και έθεσε το ζήτημα εις ψηφοφορίαν. Η εκλογή ενεκρίθη και οι βουλευταί έλαβον τας θέσεις των. Περί της εκλογής της περιφερείας εγένετο μακρά συζήτησις, καθ' ην ωμίλησαν πολλοί βουλευταί. Η Βουλή απεφάσισε να αναβάλη την συνεδρίασιν διά την επομένην. [14,1812,207,2002]
section-heading: ΜΕΤΑ ΜΕΣΗΜΒΡΙΑΝ [251,650,386,663]
pennies-heading: ΠΕΝΝΙΕΣ [637,622,769,661]
speaker-paragraph: ΒΕΝΙΖΕΛΟΣ — Ο κ. Βενιζέλος απήντησε ότι η Κυβέρνησις δεν δύναται να δεχθή την πρότασιν, διότι ο νόμος είναι σαφής και η Βουλή οφείλει να τηρήση τας διατάξεις του Συντάγματος. Ακολούθως ο κ. πρόεδρος εκήρυξε την συζήτησιν και έθεσε το ζήτημα εις ψηφοφορίαν. Η εκλογή ενεκρίθη και οι βουλευταί έλαβον τας θέσεις των. Περί της εκλογής της περιφερείας εγένετο μακρά συζήτησις, καθ' ην ωμίλησαν πολλοί βουλευταί. Η Βουλή απεφάσισε να αναβάλη την συνεδρίασιν διά την επομένην. [430,823,622,1013]
article-text: Ο κ. Βενιζέλος απήντησε ότι η Κυβέρνησις δεν δύναται να δεχθή την πρότασιν, διότι ο νόμος είναι σαφής και η Βουλή οφείλει να τηρήση τας διατάξεις του Συντάγματος. Ακολούθως ο κ. πρόεδρος εκήρυξε την συζήτησιν και έθεσε το ζήτημα εις ψηφοφορίαν. Η εκλογή ενεκρίθη και οι βουλευταί έλαβον τας θέσεις των. Περί της εκλογής της περιφερείας εγένετο μακρά συζήτησις, καθ' ην ωμίλησαν πολλοί βουλευταί. Η Βουλή απεφάσισε να αναβάλη την συνεδρίασιν διά την επομένην. [14,1217,207,1394]
article-text: Ο κ. Βενιζέλος απήντησε ότι η Κυβέρνησις δεν δύναται να δεχθή την πρότασιν, διότι ο νόμος είναι σαφής και η Βουλή οφείλει να τηρήση τας διατάξεις του Συντάγματος. Ακολούθως ο κ. πρόεδρος εκήρυξε την συζήτησιν και έθεσε το ζήτημα εις ψηφοφορίαν. Η εκλογή ενεκρίθη και οι βουλευταί έλαβον τας θέσεις των. Περί της εκλογής της περιφερείας εγένετο μακρά συζήτησις, καθ' ην ωμίλησαν πολλοί βουλευταί. Η Βουλή απεφάσισε να αναβάλη την συνεδρίασιν διά την επομένην. [637,1391,829,1567]
speaker-paragraph: ΔΑΚΕΛΛΑΡΙΟΥ — Ο κ. Βενιζέλος απήντησε ότι η Κυβέρνησις δεν δύναται να δεχθή την πρότασιν, διότι ο νόμος είναι σαφής και η Βουλή οφείλει να τηρήση τας διατάξεις του Συντάγματος. Ακολούθως ο κ. πρόεδρος εκήρυξε την συζήτησιν και έθεσε το ζήτημα εις ψηφοφορίαν. Η εκλογή ενεκρίθη και οι βουλευταί έλαβον τας θέσεις των. Περί της εκλογής της περιφερείας εγένετο μακρά συζήτησις, καθ' ην ωμίλησαν πολλοί βουλευταί. Η Βουλή απεφάσισε να αναβάλη την συνεδρίασιν διά την επομένην. [14,1618,207,1808]
section-heading: Η ΕΚΛΟΓΗ ΛΑΡΙΣΗΣ [252,48,384,60]
article-text: Ο κ. Βενιζέλος απήντησε ότι η Κυβέρνησις δεν δύναται να δεχθή την πρότασιν, διότι ο νόμος είναι σαφής και η Βουλή οφείλει να τηρήση τας διατάξεις του Συντάγματος. Ακολούθως ο κ. πρόεδρος εκήρυξε την συζήτησιν και έθεσε το ζήτημα εις ψηφοφορίαν. Η εκλογή ενεκρίθη και οι βουλευταί έλαβον τας θέσεις των. Περί της εκλογής της περιφερείας εγένετο μακρά συζήτησις, καθ' ην ωμίλησαν πολλοί βουλευταί. Η Βουλή απεφάσισε να αναβάλη την συνεδρίασιν διά την επομένην. [1242,1685,1404,1913]
article-text: Ο κ. Βενιζέλος απήντησε ότι η Κυβέρνησις δεν δύναται να δεχθή την πρότασιν, διότι ο νόμος είναι σαφής και η Βουλή οφείλει να τηρήση τας διατάξεις του Συντάγματος. Ακολούθως ο κ. πρόεδρος εκήρυξε την συζήτησιν και έθεσε το ζήτημα εις ψηφοφορίαν. Η εκλογή ενεκρίθη και οι βουλευταί έλαβον τας θέσεις των. Περί της εκλογής της περιφερείας εγένετο μακρά συζήτησις, καθ' ην ωμίλησαν πολλοί βουλευταί. Η Βουλή απεφάσισε να αναβάλη την συνεδρίασιν διά την επομένην. [1051,41,1403,142]
article-text: Ο κ. Βενιζέλος απήντησε ότι η Κυβέρνησις δεν δύναται να δεχθή την πρότασιν, διότι ο νόμος είναι σαφής και η Βουλή οφείλει να τηρήση τας διατάξεις του Συντάγματος. Ακολούθως ο κ. πρόεδρος εκήρυξε την συζήτησιν και έθεσε το ζήτημα εις ψηφοφορίαν. Η εκλογή ενεκρίθη και οι βουλευταί έλαβον τας θέσεις των. Περί της εκλογής της περιφερείας εγένετο μακρά συζήτησις, καθ' ην ωμίλησαν πολλοί βουλευταί. Η Βουλή απεφάσισε να αναβάλη την συνεδρίασιν διά την επομένην. [1051,774,1222,976]
news-heading: Η ΥΠΟΘΕΣΙΣ ΤΗΣ ΥΠΗΡΕΤΡΙΑΣ ΤΣΙΜΟΥΡΚΗ [1063,477,1210,526]
article-text: Ο κ. Βενιζέλος απήντησε ότι η Κυβέρνησις δεν δύναται να δεχθή την πρότασιν, διότι ο νόμος είναι σαφής και η Βουλή οφείλει να τηρήση τας διατάξεις του Συντάγματος. Ακολούθως ο κ. πρόεδρος εκήρυξε την συζήτησιν και έθεσε το ζήτημα εις ψηφοφορίαν. Η εκλογή ενεκρίθη και οι βουλευταί έλαβον τας θέσεις των. Περί της εκλογής της περιφερείας εγένετο μακρά συζήτησις, καθ' ην ωμίλησαν πολλοί βουλευταί. Η Βουλή απεφάσισε να αναβάλη την συνεδρίασιν διά την επομένην. [844,332,1036,509]
column-4 [632,41,905,2576]
news-heading: Ο ΔΙΑΓΩΝΙΣΜΟΣ ΤΩΝ ΕΜΜΙΣΘΩΝ ΠΑΡΕΔΡΩΝ [1252,778,1393,827]
speaker-paragraph: ΒΟΖΙΚΗΣ — Ο κ. Βενιζέλος απήντησε ότι η Κυβέρνησις δεν δύναται να δεχθή την πρότασιν, διότι ο νόμος είναι σαφής και η Βουλή οφείλει να τηρήση τας διατάξεις του Συντάγματος. Ακολούθως ο κ. πρόεδρος εκήρυξε την συζήτησιν και έθεσε το ζήτημα εις ψηφοφορίαν. Η εκλογή ενεκρίθη και οι βουλευταί έλαβον τας θέσεις των. Περί της εκλογής της περιφερείας εγένετο μακρά συζήτησις, καθ' ην ωμίλησαν πολλοί βουλευταί. Η Βουλή απεφάσισε να αναβάλη την συνεδρίασιν διά την επομένην. [14,1023,207,1213]
speaker-paragraph: ΠΑΠΑΜΙΧΟΠΟΥΛΟΣ — Ο κ. Βενιζέλος απήντησε ότι η Κυβέρνησις δεν δύναται να δεχθή την πρότασιν, διότι ο νόμος είναι σαφής και η Βουλή οφείλει να τηρήση τας διατάξεις του Συντάγματος. Ακολούθως ο κ. πρόεδρος εκήρυξε την συζήτησιν και έθεσε το ζήτημα εις ψηφοφορίαν. Η εκλογή ενεκρίθη και οι βουλευταί έλαβον τας θέσεις των. Περί της εκλογής της περιφερείας εγένετο μακρά συζήτησις, καθ' ην ωμίλησαν πολλοί βουλευταί. Η Βουλή απεφάσισε να αναβάλη την συνεδρίασιν διά την επομένην. [430,221,622,412]
speaker-paragraph: ΚΛΑΔΗΣ — Ο κ. Βενιζέλος απήντησε ότι η Κυβέρνησις δεν δύναται να δεχθή την πρότασιν, διότι ο νόμος είναι σαφής και η Βουλή οφείλει να τηρήση τας διατάξεις του Συντάγματος. Ακολούθως ο κ. πρόεδρος εκήρυξε την συζήτησιν και έθεσε το ζήτημα εις ψηφοφορίαν. Η εκλογή ενεκρίθη και οι βουλευταί έλαβον τας θέσεις των. Περί της εκλογής της περιφερείας εγένετο μακρά συζήτησις, καθ' ην ωμίλησαν πολλοί βουλευταί. Η Βουλή απεφάσισε να αναβάλη την συνεδρίασιν διά την επομένην. [222,1242,414,1432]
article-text: Ο κ. Βενιζέλος απήντησε ότι η Κυβέρνησις δεν δύναται να δεχθή την πρότασιν, διότι ο νόμος είναι σαφής και η Βουλή οφείλει να τηρήση τας διατάξεις του Συντάγματος. Ακολούθως ο κ. πρόεδρος εκήρυξε την συζήτησιν και έθεσε το ζήτημα εις ψηφοφορίαν. Η εκλογή ενεκρίθη και οι βουλευταί έλαβον τας θέσεις των. Περί της εκλογής της περιφερείας εγένετο μακρά συζήτησις, καθ' ην ωμίλησαν πολλοί βουλευταί. Η Βουλή απεφάσισε να αναβάλη την συνεδρίασιν διά την επομένην. [222,666,414,843]
masthead [11,7,1406,39]
speaker-paragraph: ΠΡΩΘΥΠΟΥΡΓΟΣ — Ο κ. Βενιζέλος απήντησε ότι η Κυβέρνησις δεν δύναται να δεχθή την πρότασιν, διότι ο νόμος είναι σαφής και η Βουλή οφείλει να τηρήση τας διατάξεις του Συντάγματος. Ακολούθως ο κ. πρόεδρος εκήρυξε την συζήτησιν και έθεσε το ζήτημα εις ψηφοφορίαν. Η εκλογή ενεκρίθη και οι βουλευταί έλαβον τας θέσεις των. Περί της εκλογής της περιφερείας εγένετο μακρά συζήτησις, καθ' ην ωμίλησαν πολλοί βουλευταί. Η Βουλή απεφάσισε να αναβάλη την συνεδρίασιν διά την επομένην. [14,2201,207,2391]
article-text: Ο κ. Βενιζέλος απήντησε ότι η Κυβέρνησις δεν δύναται να δεχθή την πρότασιν, διότι ο νόμος είναι σαφής και η Βουλή οφείλει να τηρήση τας διατάξεις του Συντάγματος. Ακολούθως ο κ. πρόεδρος εκήρυξε την συζήτησιν και έθεσε το ζήτημα εις ψηφοφορίαν. Η εκλογή ενεκρίθη και οι βουλευταί έλαβον τας θέσεις των. Περί της εκλογής της περιφερείας εγένετο μακρά συζήτησις, καθ' ην ωμίλησαν πολλοί βουλευταί. Η Βουλή απεφάσισε να αναβάλη την συνεδρίασιν διά την επομένην. [637,1210,829,1387]
article-text: Ο κ. Βενιζέλος απήντησε ότι η Κυβέρνησις δεν δύναται να δεχθή την πρότασιν, διότι ο νόμος είναι σαφής και η Βουλή οφείλει να τηρήση τας διατάξεις του Συντάγματος. Ακολούθως ο κ. πρόεδρος εκήρυξε την συζήτησιν και έθεσε το ζήτημα εις ψηφοφορίαν. Η εκλογή ενεκρίθη και οι βουλευταί έλαβον τας θέσεις των. Περί της εκλογής της περιφερείας εγένετο μακρά συζήτησις, καθ' ην ωμίλησαν πολλοί βουλευταί. Η Βουλή απεφάσισε να αναβάλη την συνεδρίασιν διά την επομένην. [14,1417,207,1594]
ad-line: Ηράκλειον (Κρήτης), 13 Ιανουαρίου 1911 [673,1643,793,1667]
